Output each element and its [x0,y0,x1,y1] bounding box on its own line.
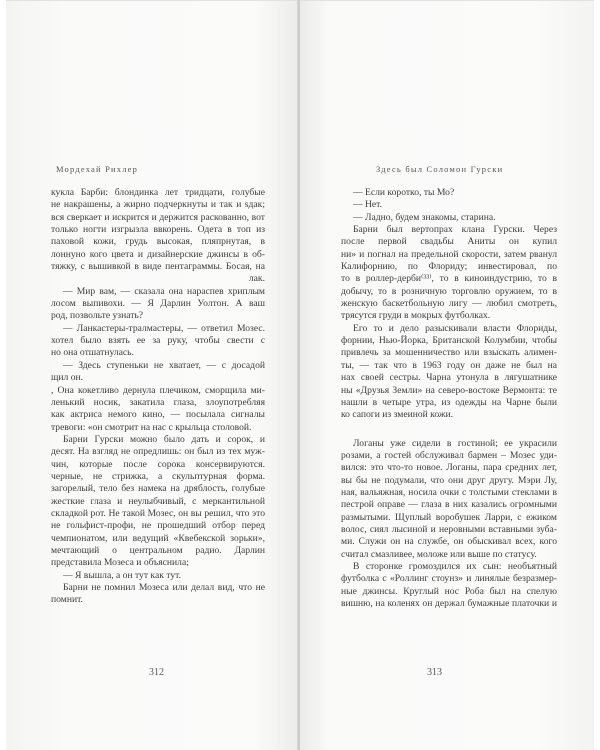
left-page-body [51,187,265,607]
text-line: женскую баскетбольную лигу — любил смотреть, [341,298,557,310]
right-page-body [341,187,557,610]
text-line: тяжку, с вышивкой в виде пентаграммы. Босая, на [51,261,265,273]
text-line: лак. [248,273,265,285]
text-line: ные джинсы. Круглый нос Роба был на спелую [341,585,557,597]
text-line: вся сверкает и искрится и держится раскованно, вот [51,211,265,223]
text-line: привлечь за мошенничество или взыскать алимен- [341,347,557,359]
text-line: вился: это что-то новое. Логаны, пара средних лет, [341,462,557,474]
text-line: форнии, Нью-Йорка, Британской Колумбии, чтобы [341,335,557,347]
text-line: — Здесь ступеньки не хватает, — с досадой [63,359,265,371]
text-line: вишню, на коленях он держал бумажные платочки и [341,598,557,609]
text-line: Логаны уже сидели в гостиной; ее украсили [353,437,557,449]
text-line: ми. Служи он на службе, он обыскивал всех, кого [341,536,557,548]
text-line: не гольфист-профи, не прошедший отбор перед [51,520,265,532]
text-line: — Я вышла, а он тут как тут. [63,569,182,581]
text-line: Барни был вертопрах клана Гурски. Через [353,224,557,236]
text-line: В сторонке громоздился их сын: необъятный [353,560,557,572]
text-line: Калифорнию, по Флориду; инвестировал, по [341,261,557,273]
text-line: представила Мозеса и объяснила; [51,557,189,569]
text-line: жесткие глаза и неулыбчивый, с меркантильной [51,495,265,507]
text-line: тревоги: «он смотрит на нас с крыльца столовой. [51,421,252,433]
text-line: складкой рот. Не такой Мозес, он вы решил, что это [51,507,265,519]
text-line: — Если коротко, ты Мо? [353,187,455,198]
text-line: ко сапоги из змеиной кожи. [341,409,454,421]
text-line: Барни не помнил Мозеса или делал вид, что не [63,582,265,593]
text-line: как актриса немого кино, — посылала сигналы [51,409,265,421]
text-line: добычу, то в розничную торговлю оружием, то в [341,285,557,297]
text-line: ни» и погнал на предельной скорости, затем рванул [341,248,557,260]
text-line: , Она кокетливо дернула плечиком, сморщила ми- [51,384,265,396]
text-line: пестрой оправе — глаза в них казались огромными [341,499,557,511]
running-head-right: Здесь был Соломон Гурски [376,164,504,174]
text-line: вы бы не подумали, что они друг другу. Мэри Лу, [341,474,557,486]
text-line: — Ладно, будем знакомы, старина. [353,211,496,223]
text-line: хотел было взять ее за руку, чтобы свести с [51,335,265,347]
left-page [6,0,298,750]
running-head-left: Мордехай Рихлер [56,164,139,174]
text-line: род, позвольте узнать? [51,310,144,322]
text-line: чемпионатом, или ведущий «Квебекской зорьки», [51,532,265,544]
right-page [300,0,594,750]
text-line: то в роллер-дерби⁽³³⁾, то в киноиндустрию, то в [341,273,557,285]
text-line: ленький носик, закатила глаза, злоупотребляя [51,396,265,408]
text-line: считал смазливее, моложе или выше по статусу. [341,548,537,560]
section-break [341,422,557,438]
page-number-right: 313 [427,667,442,678]
text-line: лоннуно кого цвета и дизайнерские джинсы в об- [51,248,265,260]
text-line: но она отшатнулась. [51,347,134,359]
text-line: после первой свадьбы Аниты он купил [341,236,557,248]
text-line: размытыми. Щуплый воробушек Ларри, с ежиком [341,511,557,523]
text-line: мечтающий о центральном радио. Дарлин [51,544,265,556]
text-line: не накрашены, а жирно подчеркнуты и так и sдак; [51,199,265,211]
text-line: ная, вальяжная, носила очки с толстыми стеклами в [341,486,557,498]
text-line: чин, которые после сорока консервируются. [51,458,265,470]
text-line: ны «Друзья Земли» на северо-востоке Вермонта: те [341,384,557,396]
text-line: лосом выпивохи. — Я Дарлин Уолтон. А ваш [51,298,265,310]
text-line: трясутся груди в мокрых футболках. [341,310,491,322]
text-line: кукла Барби: блондинка лет тридцати, голубые [51,187,265,198]
text-line: нашли в четыре утра, из одежды на Чарне были [341,396,557,408]
text-line: загорелый, тело без намека на дряблость, голубые [51,483,265,495]
text-line: розами, а гостей обслуживал бармен – Мозес уди- [341,449,557,461]
text-line: — Мир вам, — сказала она нараспев хриплым [63,285,265,297]
text-line: волос, сиял лысиной и неровными вставными зуба- [341,523,557,535]
text-line: футболка с «Роллинг стоунз» и линялые безразмер- [341,573,557,585]
text-line: Его то и дело разыскивали власти Флориды, [353,322,557,334]
text-line: ты, — так что в 1963 году он даже не был на [341,359,557,371]
text-line: — Нет. [353,199,383,211]
text-line: — Ланкастеры-тралмастеры, — ответил Мозес. [63,322,265,334]
text-line: паховой кожи, грудь высокая, пляпрнутая, в [51,236,265,248]
text-line: черные, не стрижка, а скульптурная форма. [51,470,265,482]
text-line: десят. На взгляд не опредлишь: он был из тех муж- [51,446,265,458]
page-number-left: 312 [149,667,164,678]
text-line: Барни Гурски можно было дать и сорок, и [63,433,265,445]
text-line: только ногти изгрызла ввкорень. Одета в топ из [51,224,265,236]
text-line: помнит. [51,594,83,606]
text-line: нах своей сестры. Чарна утонула в лягушатнике [341,372,557,384]
text-line: щил он. [51,372,84,384]
